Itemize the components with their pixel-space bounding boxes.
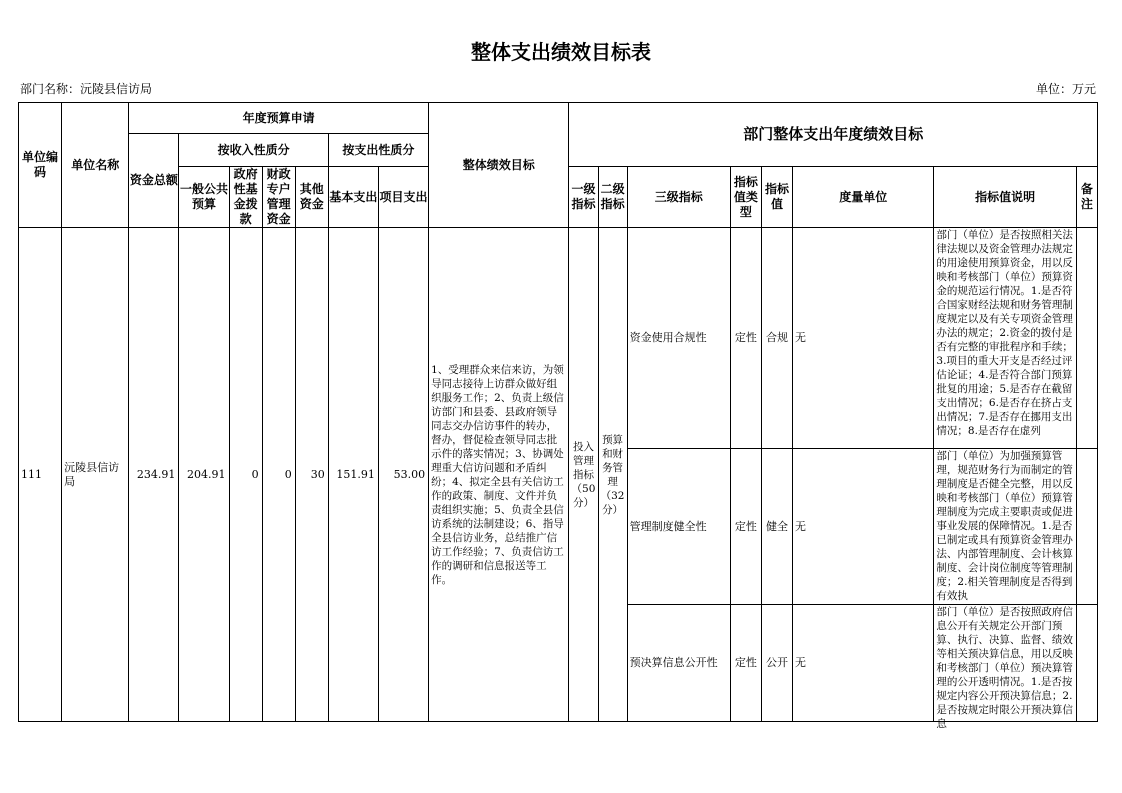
remark-cell [1076,605,1097,722]
remark-cell [1076,228,1097,449]
indicator-desc-cell [934,449,1076,605]
header-total-funds: 资金总额 [129,134,179,228]
department-name: 部门名称：沅陵县信访局 [20,82,153,96]
header-project-expense: 项目支出 [378,167,428,228]
header-unit-code: 单位编码 [19,103,62,228]
header-measure-unit: 度量单位 [793,167,934,228]
header-by-expense: 按支出性质分 [328,134,428,167]
header-remark: 备注 [1076,167,1097,228]
indicator-value-cell: 公开 [761,605,792,722]
basic-expense-cell: 151.91 [328,228,378,722]
level1-cell: 投入管理指标（50分） [569,228,598,722]
table-row [19,228,1098,449]
level3-cell: 预决算信息公开性 [627,605,730,722]
indicator-value-cell: 健全 [761,449,792,605]
header-unit-name: 单位名称 [62,103,129,228]
measure-unit-cell: 无 [793,605,934,722]
fiscal-special-cell: 0 [262,228,295,722]
header-fiscal-special: 财政专户管理资金 [262,167,295,228]
measure-unit-cell: 无 [793,228,934,449]
header-basic-expense: 基本支出 [328,167,378,228]
gov-fund-cell: 0 [229,228,262,722]
unit-code-cell: 111 [19,228,62,722]
header-level2: 二级指标 [598,167,627,228]
header-overall-goal: 整体绩效目标 [429,103,569,228]
indicator-desc-cell [934,228,1076,449]
header-general-budget: 一般公共预算 [179,167,229,228]
header-level1: 一级指标 [569,167,598,228]
indicator-desc-text: 部门（单位）为加强预算管理，规范财务行为而制定的管理制度是否健全完整，用以反映和考核部门（单位）预算管理制度为完成主要职责或促进事业发展的保障情况。1.是否已制定或具有预算资金管理办法、内部管理制度、会计核算制度、会计岗位制度等管理制度；2.相关管理制度是否得到有效执 [936,450,1073,602]
indicator-desc-text: 部门（单位）是否按照政府信息公开有关规定公开部门预算、执行、决算、监督、绩效等相关预决算信息，用以反映和考核部门（单位）预决算管理的公开透明情况。1.是否按规定内容公开预决算信息；2.是否按规定时限公开预决算信息 [936,606,1073,730]
header-by-income: 按收入性质分 [179,134,328,167]
header-gov-fund: 政府性基金拨款 [229,167,262,228]
header-level3: 三级指标 [627,167,730,228]
header-dept-goal: 部门整体支出年度绩效目标 [569,103,1098,167]
project-expense-cell: 53.00 [378,228,428,722]
currency-unit: 单位：万元 [1035,82,1096,96]
remark-cell [1076,449,1097,605]
indicator-desc-cell [934,605,1076,730]
indicator-type-cell: 定性 [730,605,761,722]
overall-goal-cell: 1、受理群众来信来访，为领导同志接待上访群众做好组织服务工作；2、负责上级信访部门和县委、县政府领导同志交办信访事件的转办，督办，督促检查领导同志批示件的落实情况；3、协调处理重大信访问题和矛盾纠纷；4、拟定全县有关信访工作的政策、制度、文件并负责组织实施；5、负责全县信访系统的法制建设；6、指导全县信访业务，总结推广信访工作经验；7、负责信访工作的调研和信息报送等工作。 [429,228,569,722]
level3-cell: 资金使用合规性 [627,228,730,449]
general-budget-cell: 204.91 [179,228,229,722]
header-indicator-type: 指标值类型 [730,167,761,228]
header-indicator-desc: 指标值说明 [934,167,1076,228]
page-title: 整体支出绩效目标表 [471,40,651,64]
indicator-value-cell: 合规 [761,228,792,449]
total-funds-cell: 234.91 [129,228,179,722]
indicator-desc-text: 部门（单位）是否按照相关法律法规以及资金管理办法规定的用途使用预算资金，用以反映和考核部门（单位）预算资金的规范运行情况。1.是否符合国家财经法规和财务管理制度规定以及有关专项资金管理办法的规定；2.资金的拨付是否有完整的审批程序和手续；3.项目的重大开支是否经过评估论证；4.是否符合部门预算批复的用途；5.是否存在截留支出情况；6.是否存在挤占支出情况；7.是否存在挪用支出情况；8.是否存在虚列 [936,229,1073,437]
other-funds-cell: 30 [295,228,328,722]
header-annual-budget: 年度预算申请 [129,103,429,134]
header-indicator-value: 指标值 [761,167,792,228]
performance-table [18,102,1098,730]
level2-cell: 预算和财务管理（32分） [598,228,627,722]
level3-cell: 管理制度健全性 [627,449,730,605]
header-other-funds: 其他资金 [295,167,328,228]
measure-unit-cell: 无 [793,449,934,605]
indicator-type-cell: 定性 [730,449,761,605]
indicator-type-cell: 定性 [730,228,761,449]
unit-name-cell: 沅陵县信访局 [62,228,129,722]
